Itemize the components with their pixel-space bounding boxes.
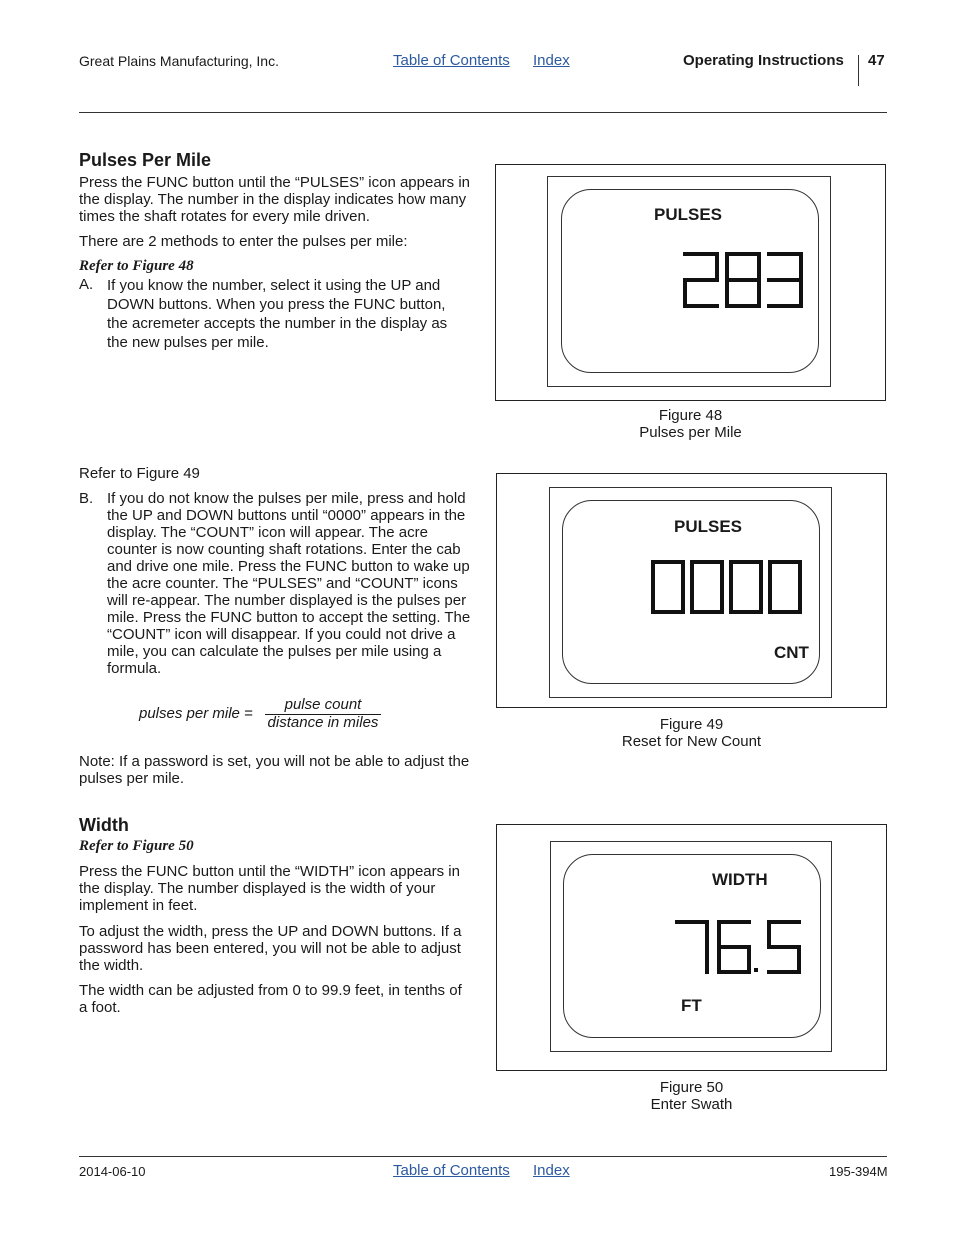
figure-49-caption-number: Figure 49: [659, 716, 724, 733]
pulses-paragraph-2: There are 2 methods to enter the pulses per mile:: [79, 233, 408, 250]
toc-link-top[interactable]: Table of Contents: [393, 52, 510, 69]
width-paragraph-2: To adjust the width, press the UP and DOWN buttons. If a password has been entered, you will not be able to adjust the width.: [79, 923, 462, 974]
index-link-bottom[interactable]: Index: [533, 1162, 570, 1179]
pulses-note: Note: If a password is set, you will not be able to adjust the pulses per mile.: [79, 753, 470, 787]
figure-50-width-label: WIDTH: [712, 870, 768, 889]
footer-date: 2014-06-10: [79, 1164, 146, 1179]
figure-48-caption-number: Figure 48: [658, 407, 723, 424]
figure-50-caption-number: Figure 50: [659, 1079, 724, 1096]
figure-50-digit-readout: [675, 920, 810, 978]
index-link-top[interactable]: Index: [533, 52, 570, 69]
pulses-paragraph-1: Press the FUNC button until the “PULSES” icon appears in the display. The number in the display indicates how many times the shaft rotates for every mile driven.: [79, 174, 471, 225]
figure-50-ft-icon: FT: [681, 996, 702, 1015]
figure-49-digit-readout: [651, 560, 809, 618]
footer-doc-number: 195-394M: [829, 1164, 888, 1179]
figure-49-caption-title: Reset for New Count: [621, 733, 762, 750]
pulses-heading: Pulses Per Mile: [79, 150, 212, 170]
footer-rule: [79, 1156, 887, 1157]
header-rule: [79, 112, 887, 113]
formula-lhs: pulses per mile =: [139, 705, 253, 722]
figure-50-caption-title: Enter Swath: [650, 1096, 733, 1113]
figure-48-pulses-label: PULSES: [654, 205, 723, 224]
figure-49-count-icon: CNT: [774, 643, 809, 662]
width-paragraph-1: Press the FUNC button until the “WIDTH” icon appears in the display. The number displayed is the width of your implement in feet.: [79, 863, 460, 914]
decimal-point: [754, 968, 758, 972]
section-title: Operating Instructions: [683, 52, 844, 69]
figure-48-caption-title: Pulses per Mile: [639, 424, 742, 441]
item-b-text: If you do not know the pulses per mile, press and hold the UP and DOWN buttons until “0000” appears in the display. The “COUNT” icon will appear. The acre counter is now counting shaft rotations. Enter the cab and drive one mile. Press the FUNC button to wake up the acre counter. The “PULSES” and “COUNT” icons will re-appear. The number displayed is the pulses per mile. Press the FUNC button to accept the setting. The “COUNT” icon will disappear. If you could not drive a mile, you can calculate the pulses per mile using a formula.: [107, 490, 471, 677]
page-number: 47: [868, 52, 885, 69]
formula-numerator: pulse count: [284, 696, 362, 713]
refer-figure-48: Refer to Figure 48: [79, 258, 194, 274]
figure-49-pulses-label: PULSES: [674, 517, 743, 536]
item-b-letter: B.: [79, 490, 94, 507]
refer-figure-49: Refer to Figure 49: [79, 465, 200, 482]
width-heading: Width: [79, 815, 129, 835]
header-divider: [858, 55, 859, 86]
width-paragraph-3: The width can be adjusted from 0 to 99.9 feet, in tenths of a foot.: [79, 982, 462, 1016]
item-a-letter: A.: [79, 276, 94, 293]
company-name: Great Plains Manufacturing, Inc.: [79, 53, 279, 69]
refer-figure-50: Refer to Figure 50: [79, 838, 194, 854]
figure-48-digit-readout: [683, 252, 808, 312]
formula-denominator: distance in miles: [267, 714, 379, 731]
item-a-text: If you know the number, select it using the UP and DOWN buttons. When you press the FUNC button, the acremeter accepts the number in the display as the new pulses per mile.: [107, 277, 448, 351]
toc-link-bottom[interactable]: Table of Contents: [393, 1162, 510, 1179]
